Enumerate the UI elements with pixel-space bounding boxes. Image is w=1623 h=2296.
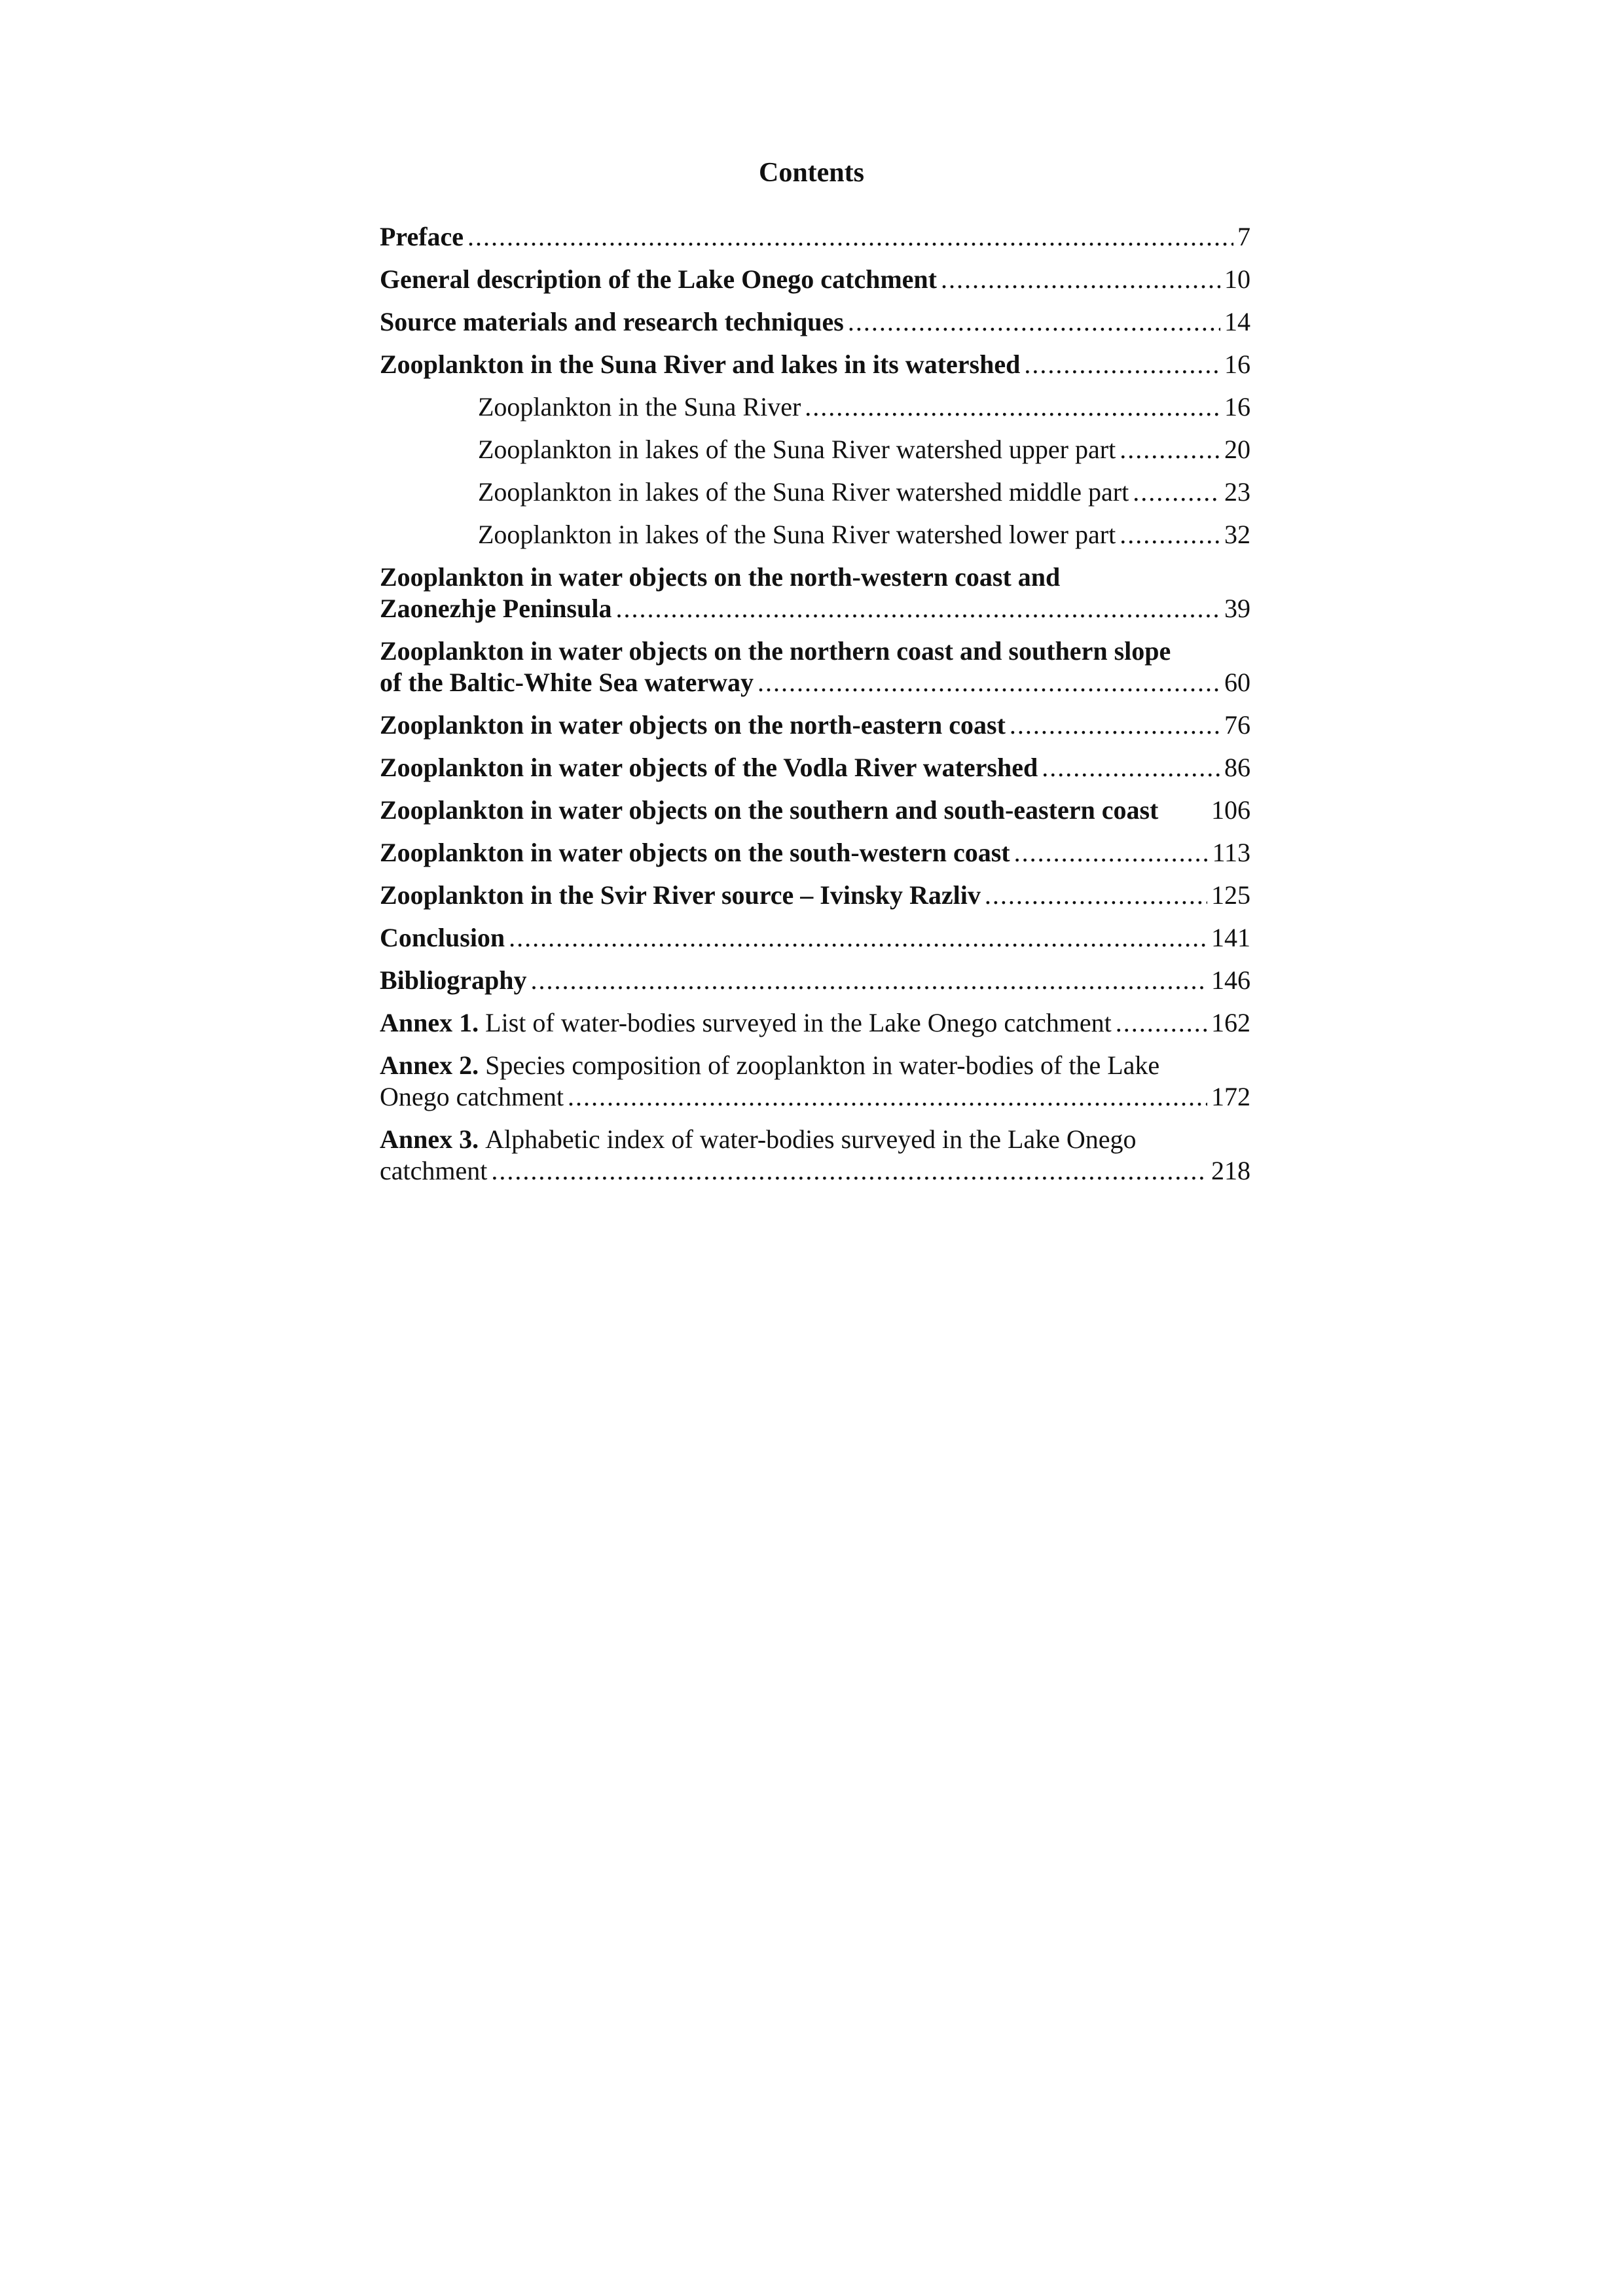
dot-leader	[1014, 837, 1209, 869]
page-number: 16	[1224, 350, 1250, 379]
page-number: 218	[1211, 1156, 1250, 1185]
toc-entry[interactable]	[380, 1050, 1250, 1113]
page-number: 14	[1224, 307, 1250, 336]
dot-leader	[757, 667, 1220, 698]
page-number: 32	[1224, 520, 1250, 549]
page-number: 162	[1211, 1008, 1250, 1037]
dot-leader	[568, 1081, 1207, 1113]
toc-entry-title: Zooplankton in water objects of the Vodla River watershed	[380, 753, 1038, 782]
page-number: 172	[1211, 1082, 1250, 1111]
page-number: 86	[1224, 753, 1250, 782]
dot-leader	[491, 1155, 1207, 1187]
toc-entry[interactable]	[380, 434, 1250, 465]
toc-entry-title: of the Baltic-White Sea waterway	[380, 668, 754, 697]
toc-entry-title: Zooplankton in water objects on the north-western coast and	[380, 562, 1061, 592]
page-number: 125	[1211, 880, 1250, 910]
page-title: Contents	[758, 158, 864, 188]
toc-entry-title: Zooplankton in water objects on the north-eastern coast	[380, 710, 1006, 740]
dot-leader	[1120, 519, 1220, 550]
dot-leader	[1120, 434, 1220, 465]
toc-entry-title: Zooplankton in lakes of the Suna River watershed middle part	[478, 477, 1129, 507]
toc-entry-title: General description of the Lake Onego catchment	[380, 264, 937, 294]
table-of-contents	[380, 221, 1250, 1198]
dot-leader	[1133, 476, 1220, 508]
toc-entry-title: Zooplankton in lakes of the Suna River watershed lower part	[478, 520, 1116, 549]
toc-entry-title: Zooplankton in the Svir River source – Ivinsky Razliv	[380, 880, 981, 910]
toc-entry[interactable]	[380, 349, 1250, 380]
toc-entry[interactable]	[380, 221, 1250, 253]
toc-entry-title: Zooplankton in water objects on the south-western coast	[380, 838, 1010, 867]
dot-leader	[531, 965, 1207, 996]
dot-leader	[615, 593, 1220, 624]
page-number: 146	[1211, 965, 1250, 995]
dot-leader	[805, 391, 1220, 423]
toc-entry-title: Zooplankton in water objects on the northern coast and southern slope	[380, 636, 1171, 666]
toc-entry-title: Zooplankton in the Suna River	[478, 392, 801, 422]
toc-entry-title: Bibliography	[380, 965, 527, 995]
toc-entry[interactable]	[380, 965, 1250, 996]
toc-entry-title: Zooplankton in lakes of the Suna River watershed upper part	[478, 435, 1116, 464]
page-number: 23	[1224, 477, 1250, 507]
page-number: 7	[1237, 222, 1250, 251]
annex-label: Annex 1.	[380, 1008, 479, 1037]
page-number: 10	[1224, 264, 1250, 294]
page-number: 20	[1224, 435, 1250, 464]
dot-leader	[467, 221, 1233, 253]
page-number: 76	[1224, 710, 1250, 740]
toc-entry-title: Species composition of zooplankton in water-bodies of the Lake	[485, 1050, 1160, 1080]
dot-leader	[1116, 1007, 1207, 1039]
annex-label: Annex 2.	[380, 1050, 479, 1080]
toc-entry[interactable]	[380, 1007, 1250, 1039]
toc-entry-title: Alphabetic index of water-bodies surveyed in the Lake Onego	[485, 1124, 1137, 1154]
toc-entry[interactable]	[380, 476, 1250, 508]
dot-leader	[848, 306, 1220, 338]
page-number: 141	[1211, 923, 1250, 952]
toc-entry-title: Zaonezhje Peninsula	[380, 594, 612, 623]
toc-entry-title: Onego catchment	[380, 1082, 564, 1111]
toc-entry[interactable]	[380, 636, 1250, 698]
toc-entry[interactable]	[380, 519, 1250, 550]
toc-entry-title: catchment	[380, 1156, 488, 1185]
toc-entry-title: List of water-bodies surveyed in the Lake Onego catchment	[485, 1008, 1112, 1037]
toc-entry[interactable]	[380, 264, 1250, 295]
toc-entry[interactable]	[380, 709, 1250, 741]
dot-leader	[1042, 752, 1220, 783]
toc-entry[interactable]	[380, 562, 1250, 624]
toc-entry-title: Preface	[380, 222, 464, 251]
toc-entry[interactable]	[380, 837, 1250, 869]
toc-entry-title: Source materials and research techniques	[380, 307, 844, 336]
toc-entry-title: Conclusion	[380, 923, 505, 952]
toc-entry[interactable]	[380, 922, 1250, 954]
toc-entry[interactable]	[380, 795, 1250, 826]
dot-leader	[985, 880, 1207, 911]
toc-entry-title: Zooplankton in water objects on the southern and south-eastern coast	[380, 795, 1159, 825]
toc-entry[interactable]	[380, 306, 1250, 338]
toc-entry-title: Zooplankton in the Suna River and lakes in its watershed	[380, 350, 1021, 379]
dot-leader	[509, 922, 1207, 954]
toc-entry[interactable]	[380, 391, 1250, 423]
page-number: 16	[1224, 392, 1250, 422]
annex-label: Annex 3.	[380, 1124, 479, 1154]
dot-leader	[1010, 709, 1220, 741]
toc-entry[interactable]	[380, 752, 1250, 783]
dot-leader	[941, 264, 1220, 295]
toc-entry[interactable]	[380, 880, 1250, 911]
page-number: 60	[1224, 668, 1250, 697]
page-number: 113	[1212, 838, 1250, 867]
page-number: 106	[1211, 795, 1250, 825]
toc-entry[interactable]	[380, 1124, 1250, 1187]
dot-leader	[1024, 349, 1220, 380]
page-number: 39	[1224, 594, 1250, 623]
